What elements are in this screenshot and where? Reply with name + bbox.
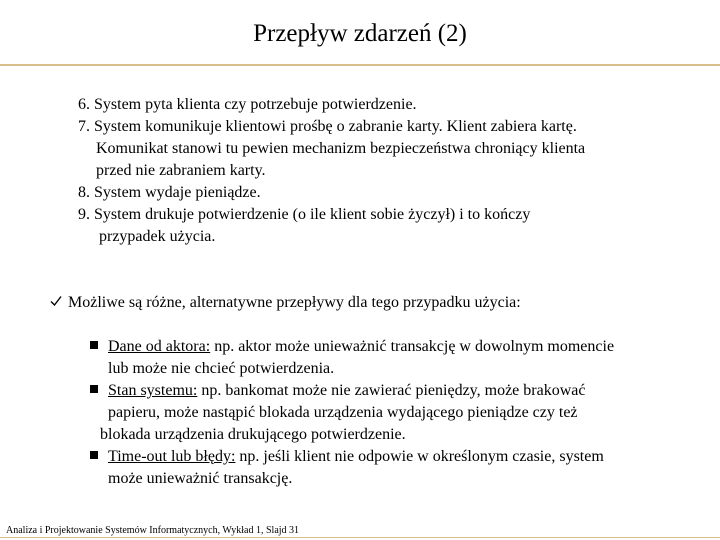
step-line-6: 9. System drukuje potwierdzenie (o ile klient sobie życzył) i to kończy [78, 206, 531, 223]
alternatives-list [90, 336, 700, 490]
list-item [90, 336, 700, 380]
step-line-2: 7. System komunikuje klientowi prośbę o zabranie karty. Klient zabiera kartę. [78, 118, 577, 135]
step-line-7: przypadek użycia. [99, 228, 216, 245]
step-line-1: 6. System pyta klienta czy potrzebuje potwierdzenie. [78, 96, 417, 113]
item-label: Time-out lub błędy: [108, 448, 236, 465]
item-text: np. bankomat może nie zawierać pieniędzy, może brakować [197, 382, 586, 399]
alternatives-heading-row [50, 292, 521, 314]
item-label: Dane od aktora: [108, 338, 211, 355]
square-bullet-icon [90, 385, 98, 393]
check-icon [50, 292, 64, 314]
step-line-4: przed nie zabraniem karty. [96, 162, 266, 179]
item-text: może unieważnić transakcję. [108, 470, 293, 487]
list-item [90, 380, 700, 446]
square-bullet-icon [90, 341, 98, 349]
item-text: np. aktor może unieważnić transakcję w dowolnym momencie [210, 338, 615, 355]
item-label: Stan systemu: [108, 382, 198, 399]
item-text: blokada urządzenia drukującego potwierdzenie. [100, 426, 406, 443]
top-divider [0, 64, 720, 66]
square-bullet-icon [90, 451, 98, 459]
item-text: np. jeśli klient nie odpowie w określonym czasie, system [235, 448, 604, 465]
list-item [90, 446, 700, 490]
slide-footer: Analiza i Projektowanie Systemów Informatycznych, Wykład 1, Slajd 31 [6, 525, 300, 536]
item-text: papieru, może nastąpić blokada urządzenia wydającego pieniądze czy też [108, 404, 578, 421]
item-text: lub może nie chcieć potwierdzenia. [108, 360, 335, 377]
bottom-divider [0, 537, 720, 538]
step-line-3: Komunikat stanowi tu pewien mechanizm bezpieczeństwa chroniący klienta [96, 140, 586, 157]
slide-title: Przepływ zdarzeń (2) [253, 20, 467, 47]
flow-steps [78, 94, 688, 248]
alternatives-heading: Możliwe są różne, alternatywne przepływy dla tego przypadku użycia: [68, 294, 521, 311]
step-line-5: 8. System wydaje pieniądze. [78, 184, 261, 201]
